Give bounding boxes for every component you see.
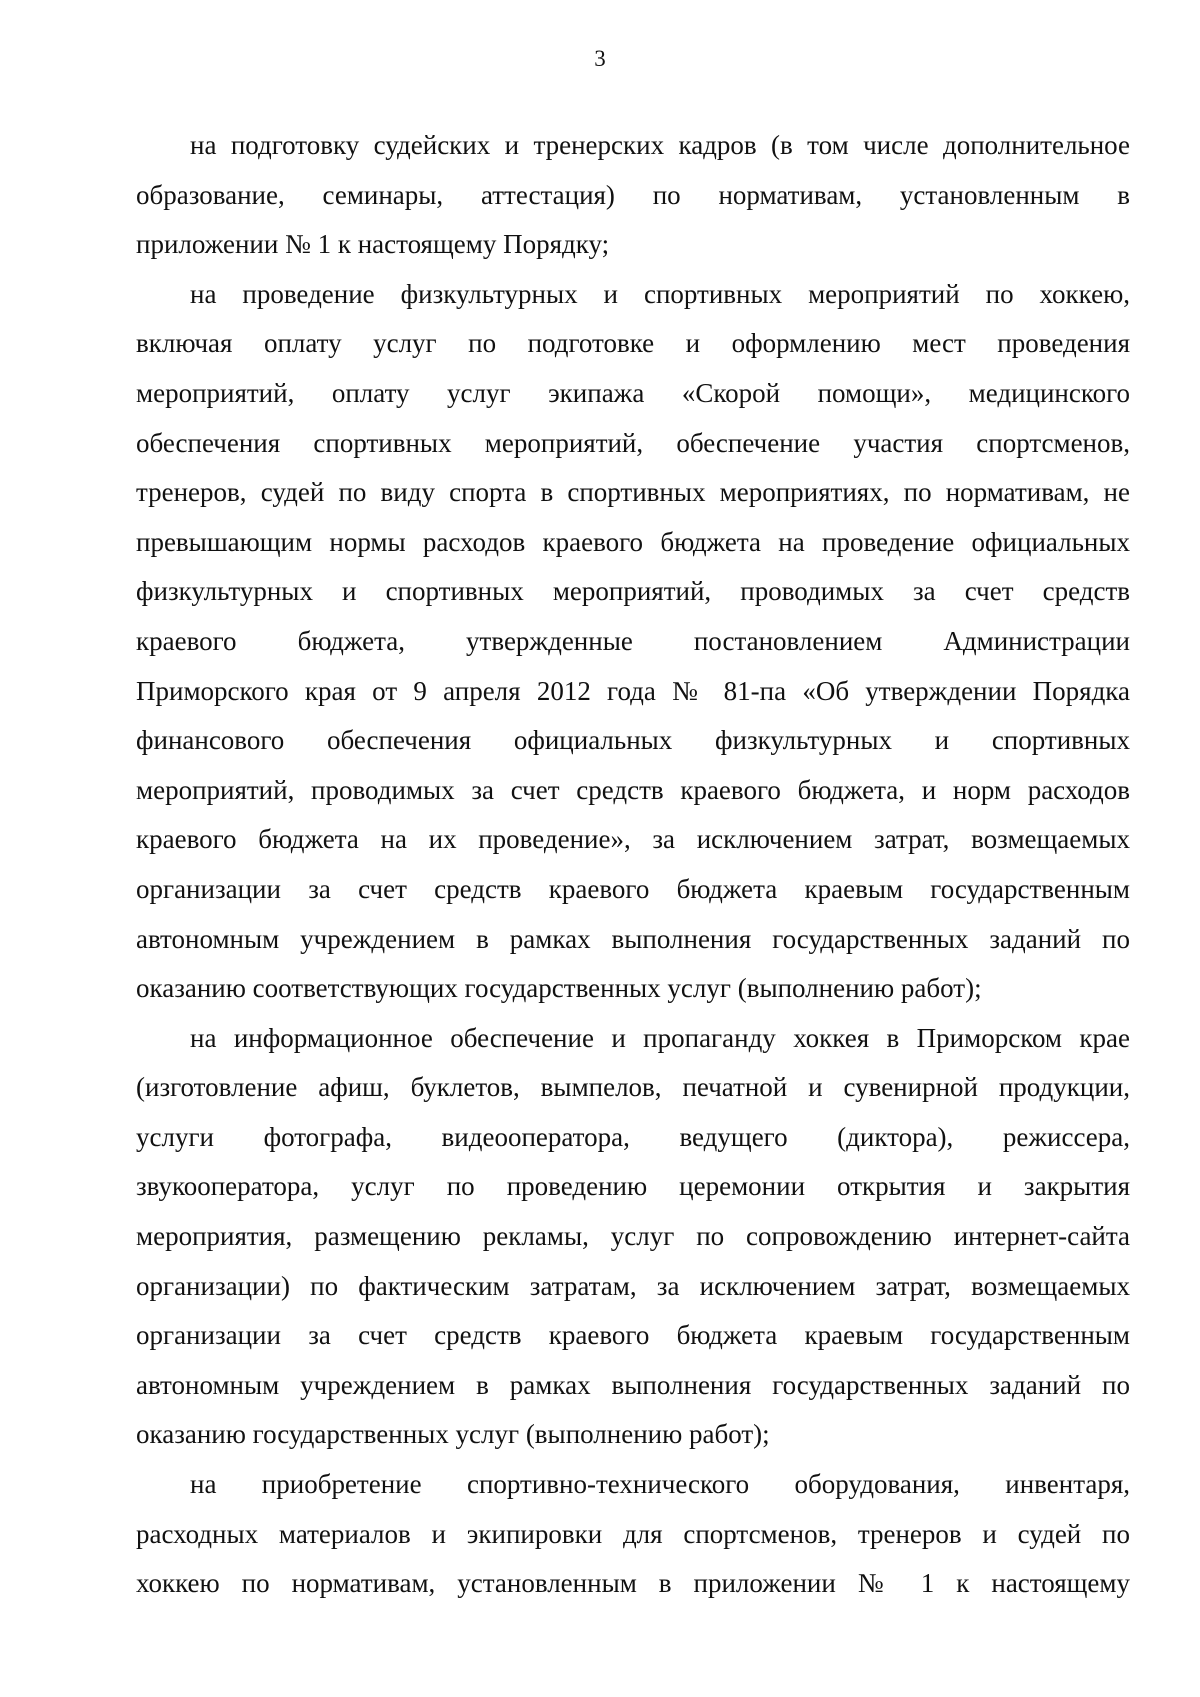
text-line: расходных материалов и экипировки для спортсменов, тренеров и судей по (136, 1518, 1130, 1549)
text-line: на подготовку судейских и тренерских кадров (в том числе дополнительное (190, 130, 1130, 160)
text-line: услуги фотографа, видеооператора, ведущего (диктора), режиссера, (136, 1121, 1130, 1152)
text-line: тренеров, судей по виду спорта в спортивных мероприятиях, по нормативам, не (136, 477, 1130, 508)
body-text (136, 121, 1130, 1609)
text-line: хоккею по нормативам, установленным в приложении № 1 к настоящему (136, 1568, 1130, 1599)
paragraph-information-support (136, 1014, 1130, 1460)
text-line: образование, семинары, аттестация) по нормативам, установленным в (136, 179, 1130, 210)
text-line: на информационное обеспечение и пропаганду хоккея в Приморском крае (190, 1022, 1130, 1053)
text-line: автономным учреждением в рамках выполнения государственных заданий по (136, 923, 1130, 954)
text-line: (изготовление афиш, буклетов, вымпелов, печатной и сувенирной продукции, (136, 1072, 1130, 1103)
text-line: оказанию соответствующих государственных услуг (выполнению работ); (136, 973, 982, 1004)
text-line: обеспечения спортивных мероприятий, обеспечение участия спортсменов, (136, 427, 1130, 458)
text-line: Приморского края от 9 апреля 2012 года № 81-па «Об утверждении Порядка (136, 675, 1130, 706)
paragraph-equipment-purchase (136, 1460, 1130, 1609)
text-line: организации за счет средств краевого бюджета краевым государственным (136, 1320, 1130, 1351)
text-line: мероприятия, размещению рекламы, услуг по сопровождению интернет-сайта (136, 1221, 1130, 1252)
text-line: на приобретение спортивно-технического оборудования, инвентаря, (190, 1469, 1130, 1500)
text-line: на проведение физкультурных и спортивных мероприятий по хоккею, (190, 278, 1130, 309)
text-line: физкультурных и спортивных мероприятий, проводимых за счет средств (136, 576, 1130, 607)
paragraph-sports-events (136, 270, 1130, 1014)
text-line: мероприятий, оплату услуг экипажа «Скорой помощи», медицинского (136, 377, 1130, 408)
text-line: приложении № 1 к настоящему Порядку; (136, 229, 610, 260)
text-line: автономным учреждением в рамках выполнения государственных заданий по (136, 1369, 1130, 1400)
text-line: превышающим нормы расходов краевого бюджета на проведение официальных (136, 526, 1130, 557)
page-number: 3 (594, 46, 606, 71)
text-line: организации) по фактическим затратам, за исключением затрат, возмещаемых (136, 1270, 1130, 1301)
text-line: оказанию государственных услуг (выполнению работ); (136, 1419, 770, 1450)
text-line: включая оплату услуг по подготовке и оформлению мест проведения (136, 328, 1130, 359)
text-line: краевого бюджета, утвержденные постановлением Администрации (136, 625, 1130, 656)
text-line: финансового обеспечения официальных физкультурных и спортивных (136, 725, 1130, 756)
text-line: мероприятий, проводимых за счет средств краевого бюджета, и норм расходов (136, 774, 1130, 805)
text-line: краевого бюджета на их проведение», за исключением затрат, возмещаемых (136, 824, 1130, 855)
text-line: звукооператора, услуг по проведению церемонии открытия и закрытия (136, 1171, 1130, 1202)
text-line: организации за счет средств краевого бюджета краевым государственным (136, 873, 1130, 904)
paragraph-judges-training (136, 121, 1130, 270)
